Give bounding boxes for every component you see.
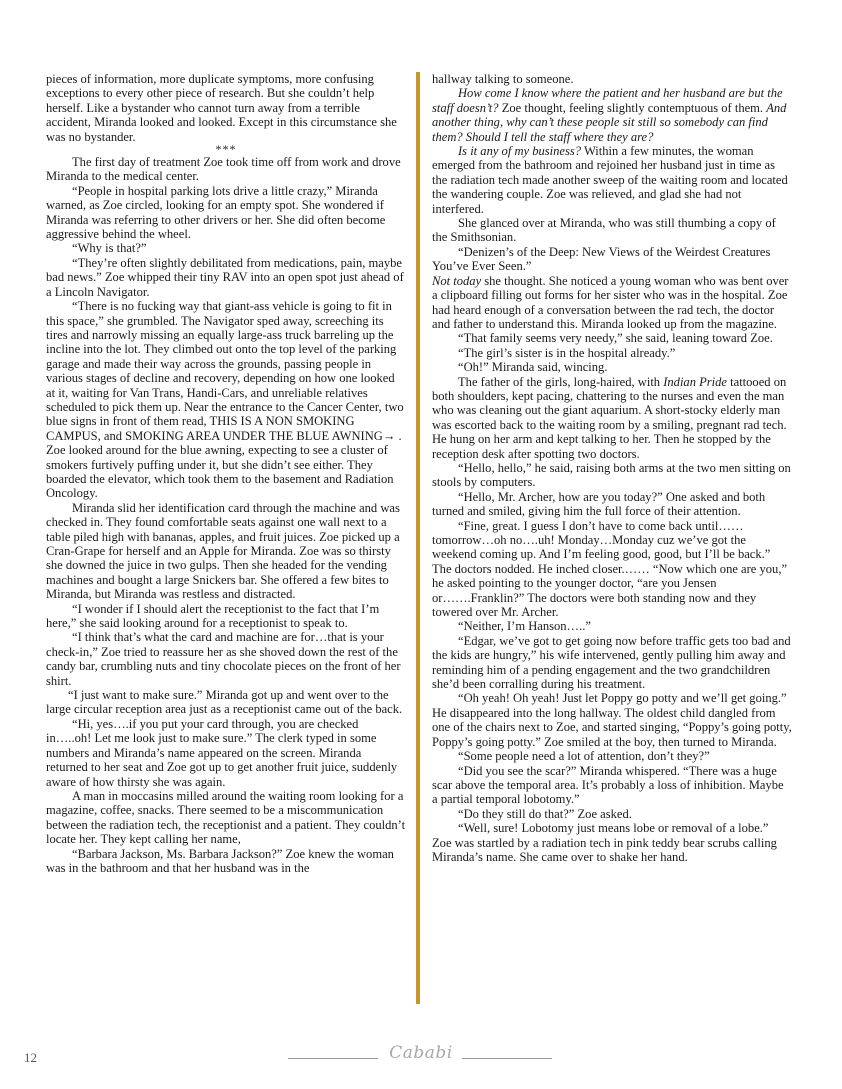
text-run: she thought. She noticed a young woman who was bent over a clipboard filling out forms for her sister who was in the hospital. Zoe had heard enough of a conversation between the rad tech, the doctor and father to understand this. Miranda looked up from the magazine. xyxy=(432,273,789,331)
footer-rule-right xyxy=(462,1058,552,1059)
paragraph: “The girl’s sister is in the hospital already.” xyxy=(458,345,676,360)
italic-run: Indian Pride xyxy=(663,374,727,389)
magazine-logo: Cababi xyxy=(389,1043,453,1063)
paragraph xyxy=(432,86,792,144)
text-run: Zoe thought, feeling slightly contemptuous of them. xyxy=(498,100,767,115)
text-run: The father of the girls, long-haired, with xyxy=(458,374,664,389)
page-number: 12 xyxy=(24,1050,37,1065)
paragraph: “They’re often slightly debilitated from medications, pain, maybe bad news.” Zoe whipped their tiny RAV into an open spot just ahead of a Lincoln Navigator. xyxy=(46,255,404,299)
paragraph: Miranda slid her identification card through the machine and was checked in. They found comfortable seats against one wall next to a table piled high with bananas, apples, and fruit juices. Zoe picked up a Cran-Grape for herself and an Apple for Miranda. Zoe was so thirsty she downed the juice in two gulps. Then she headed for the vending machines and bought a large Snickers bar. She offered a few bites to Miranda, but Miranda was restless and distracted. xyxy=(46,500,400,602)
column-divider-rule xyxy=(416,72,420,1004)
text-run: tattooed on both shoulders, kept pacing, chattering to the nurses and even the man who was cleaning out the giant aquarium. A short-stocky elderly man was escorted back to the waiting room by a smiling, pregnant rad tech. He hung on her arm and kept talking to her. Then he stopped by the reception desk after spotting two doctors. xyxy=(432,374,787,461)
paragraph: “Fine, great. I guess I don’t have to come back until…… tomorrow…oh no….uh! Monday…Monday cuz we’ve got the weekend coming up. And I’m feeling good, good, but I’ll be back.” The doctors nodded. He inched closer.…… “Now which one are you,” he asked pointing to the younger doctor, “are you Jensen or…….Franklin?” The doctors were both standing now and they towered over Mr. Archer. xyxy=(432,518,788,620)
paragraph: *** xyxy=(215,142,237,157)
paragraph: “Do they still do that?” Zoe asked. xyxy=(458,806,632,821)
paragraph: “Well, sure! Lobotomy just means lobe or removal of a lobe.” xyxy=(458,821,769,836)
paragraph: “That family seems very needy,” she said, leaning toward Zoe. xyxy=(458,331,773,346)
paragraph: “Did you see the scar?” Miranda whispered. “There was a huge scar above the temporal area. It’s probably a loss of inhibition. Maybe a partial temporal lobotomy.” xyxy=(432,763,784,807)
italic-run: Is it any of my business? xyxy=(458,144,582,159)
paragraph: “Why is that?” xyxy=(72,241,147,256)
text-run: Within a few minutes, the woman emerged from the bathroom and rejoined her husband just in time as the radiation tech made another sweep of the waiting room and located the wandering couple. Zoe was relieved, and glad she had not interfered. xyxy=(432,144,788,216)
paragraph: She glanced over at Miranda, who was still thumbing a copy of the Smithsonian. xyxy=(432,216,776,245)
paragraph: “Neither, I’m Hanson…..” xyxy=(458,619,591,634)
footer-rule-left xyxy=(288,1058,378,1059)
paragraph: “Oh!” Miranda said, wincing. xyxy=(458,360,608,375)
paragraph: “There is no fucking way that giant-ass vehicle is going to fit in this space,” she grumbled. The Navigator sped away, screeching its tires and narrowly missing an equally large-ass truck barreling up the incline into the lot. They climbed out onto the top level of the parking garage and made their way across the grounds, passing people in various stages of decline and recovery, depending on how one looked at it, waiting for Van Trans, Handi-Cars, and unreliable relatives scheduled to pick them up. Near the entrance to the Cancer Center, two blue signs in front of them read, THIS IS A NON SMOKING CAMPUS, and SMOKING AREA UNDER THE BLUE AWNING→ . Zoe looked around for the blue awning, expecting to see a cluster of smokers furtively puffing under it, but she didn’t see either. They boarded the elevator, which took them to the basement and Radiation Oncology. xyxy=(46,299,404,501)
paragraph: “Hello, Mr. Archer, how are you today?” One asked and both turned and smiled, giving him the full force of their attention. xyxy=(432,489,766,519)
paragraph: “I wonder if I should alert the receptionist to the fact that I’m here,” she said looking around for a receptionist to speak to. xyxy=(46,601,380,631)
paragraph: pieces of information, more duplicate symptoms, more confusing exceptions to every other piece of research. But she couldn’t help herself. Like a bystander who cannot turn away from a terrible accident, Miranda looked and looked. Except in this circumstance she was no bystander. xyxy=(46,72,397,144)
paragraph: “Some people need a lot of attention, don’t they?” xyxy=(458,749,710,764)
paragraph: “People in hospital parking lots drive a little crazy,” Miranda warned, as Zoe circled, looking for an empty spot. She wondered if Miranda was referring to other drivers or her. She did often become aggressive behind the wheel. xyxy=(46,183,386,242)
paragraph: The first day of treatment Zoe took time off from work and drove Miranda to the medical center. xyxy=(46,155,401,184)
paragraph: A man in moccasins milled around the waiting room looking for a magazine, coffee, snacks. There seemed to be a miscommunication between the radiation tech, the receptionist and a patient. They couldn’t locate her. They kept calling her name, xyxy=(46,788,406,847)
left-column xyxy=(46,72,406,875)
paragraph xyxy=(432,144,792,216)
page-footer xyxy=(0,1040,842,1080)
italic-run: And another thing, why can’t these people sit still so somebody can find them? Should I tell the staff where they are? xyxy=(432,100,787,144)
italic-run: How come I know where the patient and her husband are but the staff doesn’t? xyxy=(432,86,783,115)
paragraph: “Hello, hello,” he said, raising both arms at the two men sitting on stools by computers. xyxy=(432,460,791,490)
paragraph: “I think that’s what the card and machine are for…that is your check-in,” Zoe tried to reassure her as she shoved down the rest of the candy bar, crumbling nuts and tiny chocolate pieces on the front of her shirt. xyxy=(46,630,401,688)
paragraph: “Barbara Jackson, Ms. Barbara Jackson?” Zoe knew the woman was in the bathroom and that her husband was in the xyxy=(46,846,394,875)
paragraph xyxy=(432,274,792,332)
paragraph: “Edgar, we’ve got to get going now before traffic gets too bad and the kids are hungry,” his wife intervened, gently pulling him away and reminding him of a pending engagement and the two grandchildren she’d been corralling during his treatment. xyxy=(432,633,791,692)
paragraph: hallway talking to someone. xyxy=(432,72,574,86)
italic-run: Not today xyxy=(432,273,482,288)
paragraph: “Denizen’s of the Deep: New Views of the Weirdest Creatures You’ve Ever Seen.” xyxy=(432,244,771,274)
right-column xyxy=(432,72,792,864)
paragraph: “I just want to make sure.” Miranda got up and went over to the large circular reception area just as a receptionist came out of the back. xyxy=(46,688,403,717)
paragraph: “Hi, yes….if you put your card through, you are checked in…..oh! Let me look just to make sure.” The clerk typed in some numbers and Miranda’s name appeared on the screen. Miranda returned to her seat and Zoe got up to get another fruit juice, suddenly aware of how thirsty she was again. xyxy=(46,716,398,789)
paragraph xyxy=(432,375,792,461)
paragraph: Zoe was startled by a radiation tech in pink teddy bear scrubs calling Miranda’s name. She came over to shake her hand. xyxy=(432,835,777,864)
paragraph: “Oh yeah! Oh yeah! Just let Poppy go potty and we’ll get going.” He disappeared into the long hallway. The oldest child dangled from one of the chairs next to Zoe, and started singing, “Poppy’s going potty, Poppy’s going potty.” Zoe smiled at the boy, then turned to Miranda. xyxy=(432,691,792,749)
